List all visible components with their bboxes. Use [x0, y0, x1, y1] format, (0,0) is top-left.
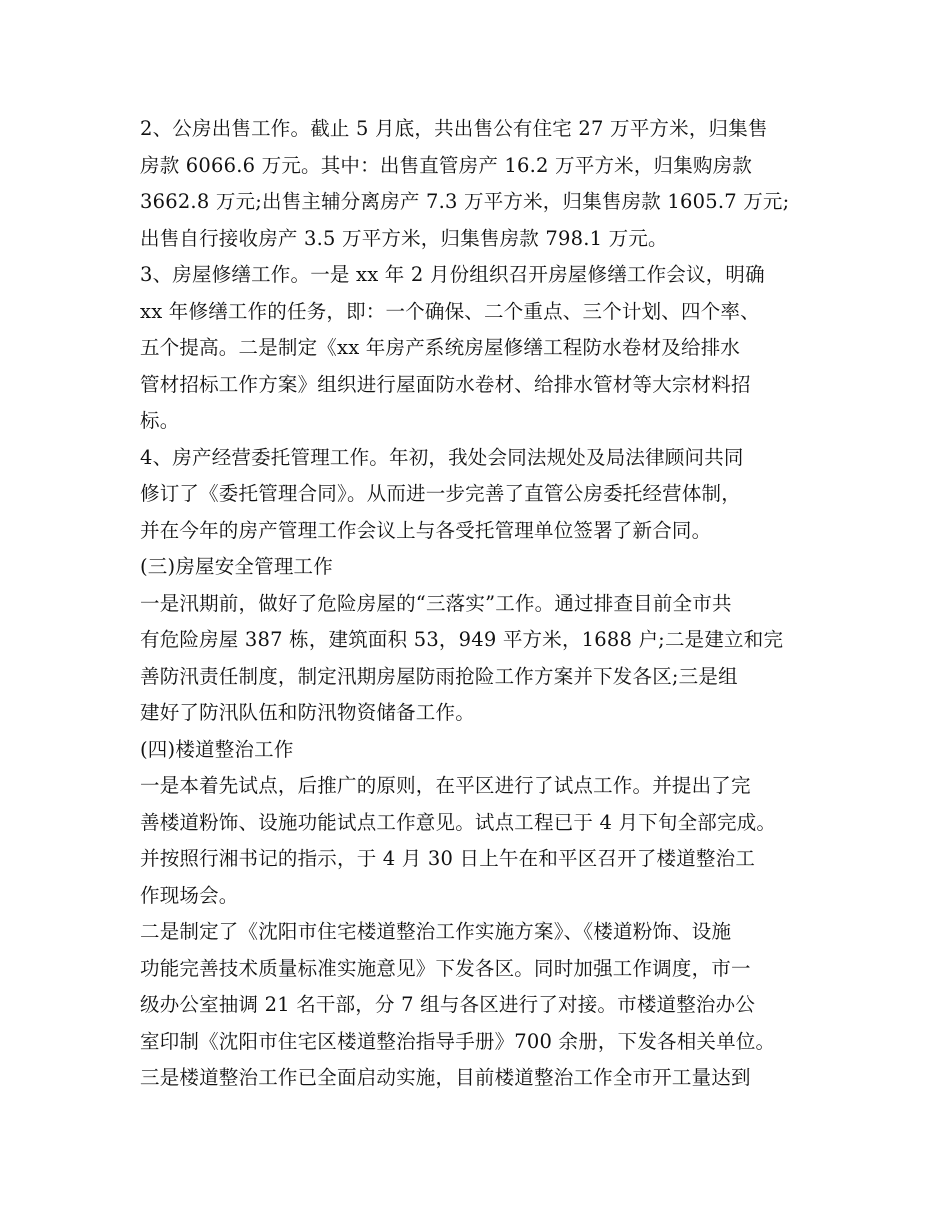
text-line: 善楼道粉饰、设施功能试点工作意见。试点工程已于 4 月下旬全部完成。: [140, 810, 777, 834]
text-line: 级办公室抽调 21 名干部，分 7 组与各区进行了对接。市楼道整治办公: [140, 993, 756, 1016]
text-line: 并在今年的房产管理工作会议上与各受托管理单位签署了新合同。: [140, 518, 712, 542]
text-line: 3、房屋修缮工作。一是 xx 年 2 月份组织召开房屋修缮工作会议，明确: [140, 263, 765, 286]
text-line: 出售自行接收房产 3.5 万平方米，归集售房款 798.1 万元。: [140, 226, 668, 250]
document-page: [140, 111, 830, 1097]
text-line: 一是本着先试点，后推广的原则，在平区进行了试点工作。并提出了完: [140, 774, 751, 797]
text-line: xx 年修缮工作的任务，即：一个确保、二个重点、三个计划、四个率、: [140, 299, 760, 323]
text-line: 室印制《沈阳市住宅区楼道整治指导手册》700 余册，下发各相关单位。: [140, 1029, 776, 1053]
text-line: 功能完善技术质量标准实施意见》下发各区。同时加强工作调度，市一: [140, 956, 751, 980]
text-line: 善防汛责任制度，制定汛期房屋防雨抢险工作方案并下发各区;三是组: [140, 664, 738, 688]
text-line: 修订了《委托管理合同》。从而进一步完善了直管公房委托经营体制，: [140, 482, 741, 505]
text-line: 4、房产经营委托管理工作。年初，我处会同法规处及局法律顾问共同: [140, 445, 744, 469]
text-line: 管材招标工作方案》组织进行屋面防水卷材、给排水管材等大宗材料招: [140, 372, 751, 396]
text-line: 三是楼道整治工作已全面启动实施，目前楼道整治工作全市开工量达到: [140, 1066, 751, 1089]
text-line: 并按照行湘书记的指示，于 4 月 30 日上午在和平区召开了楼道整治工: [140, 847, 756, 870]
text-line: 3662.8 万元;出售主辅分离房产 7.3 万平方米，归集售房款 1605.7 万元;: [140, 190, 790, 213]
text-line: 2、公房出售工作。截止 5 月底，共出售公有住宅 27 万平方米，归集售: [140, 117, 768, 140]
text-line: 作现场会。: [140, 883, 239, 907]
text-line: 建好了防汛队伍和防汛物资储备工作。: [140, 701, 475, 724]
text-line: 一是汛期前，做好了危险房屋的“三落实”工作。通过排查目前全市共: [140, 591, 732, 615]
text-line: 有危险房屋 387 栋，建筑面积 53，949 平方米，1688 户;二是建立和完: [140, 628, 784, 651]
text-line: 二是制定了《沈阳市住宅楼道整治工作实施方案》、《楼道粉饰、设施: [140, 920, 732, 943]
text-line: 房款 6066.6 万元。其中：出售直管房产 16.2 万平方米，归集购房款: [140, 153, 753, 177]
section-heading: (四)楼道整治工作: [140, 737, 294, 761]
section-heading: (三)房屋安全管理工作: [140, 555, 333, 578]
text-line: 五个提高。二是制定《xx 年房产系统房屋修缮工程防水卷材及给排水: [140, 336, 741, 359]
text-line: 标。: [140, 409, 180, 432]
